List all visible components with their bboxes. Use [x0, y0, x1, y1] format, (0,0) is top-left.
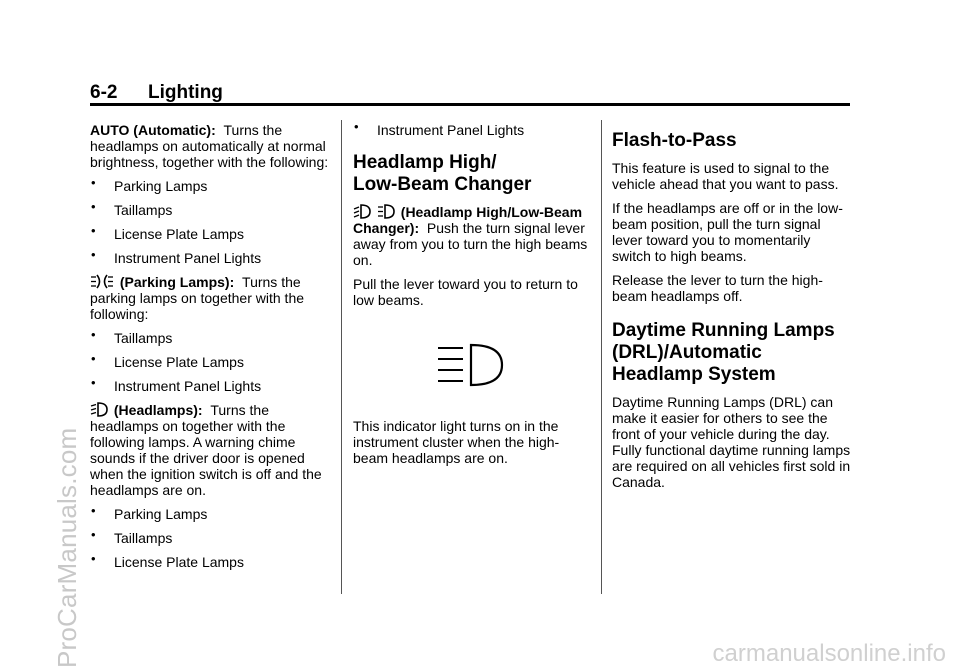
continued-list — [353, 122, 593, 138]
section-heading-flash-to-pass: Flash-to-Pass — [612, 130, 737, 151]
heading-line: Headlamp System — [612, 364, 776, 385]
indicator-paragraph: This indicator light turns on in the instrument cluster when the high-beam headlamps are on. — [353, 418, 560, 466]
parking-list — [90, 330, 330, 394]
column-1 — [90, 122, 330, 578]
section-title: Lighting — [148, 82, 223, 103]
list-item: • License Plate Lamps — [90, 554, 330, 570]
changer-description: Push the turn signal lever away from you to turn the high beams on. — [353, 220, 588, 268]
list-item: • Taillamps — [90, 202, 330, 218]
section-heading-drl — [612, 320, 852, 386]
list-item: • Instrument Panel Lights — [353, 122, 593, 138]
high-beam-icon — [377, 204, 395, 219]
section-number: 6-2 — [90, 82, 118, 103]
list-item: • Instrument Panel Lights — [90, 378, 330, 394]
low-beam-paragraph: Pull the lever toward you to return to low beams. — [353, 276, 578, 308]
list-item: • Instrument Panel Lights — [90, 250, 330, 266]
headlamps-description: Turns the headlamps on together with the following lamps. A warning chime sounds if the driver door is opened when the ignition switch is off and the headlamps are on. — [90, 402, 322, 498]
list-item: • Taillamps — [90, 330, 330, 346]
low-beam-icon — [353, 204, 371, 219]
list-item: • Parking Lamps — [90, 178, 330, 194]
column-divider-2 — [601, 120, 602, 594]
header-rule — [90, 103, 850, 106]
flash-paragraph-3: Release the lever to turn the high-beam headlamps off. — [612, 272, 823, 304]
headlamps-list — [90, 506, 330, 570]
section-heading-headlamp-changer — [353, 152, 593, 196]
changer-term: (Headlamp High/Low-Beam Changer): — [353, 204, 583, 236]
headlamps-paragraph — [90, 402, 330, 498]
side-watermark: ProCarManuals.com — [52, 427, 82, 668]
flash-paragraph-1: This feature is used to signal to the vehicle ahead that you want to pass. — [612, 160, 839, 192]
high-beam-indicator-icon — [435, 342, 505, 388]
changer-paragraph — [353, 204, 593, 268]
heading-line: Headlamp High/ — [353, 152, 497, 173]
auto-description: Turns the headlamps on automatically at normal brightness, together with the following: — [90, 122, 329, 170]
bottom-watermark: carmanualsonline.info — [712, 640, 946, 667]
headlamps-term: (Headlamps): — [113, 402, 203, 418]
heading-line: Low-Beam Changer — [353, 174, 532, 195]
parking-lamp-icon — [90, 274, 114, 289]
flash-paragraph-2: If the headlamps are off or in the low-beam position, pull the turn signal lever toward you to momentarily switch to high beams. — [612, 200, 843, 264]
list-item: • Taillamps — [90, 530, 330, 546]
parking-paragraph — [90, 274, 330, 322]
list-item: • License Plate Lamps — [90, 226, 330, 242]
column-3 — [612, 122, 852, 498]
auto-term: AUTO (Automatic): — [90, 122, 216, 138]
auto-list — [90, 178, 330, 266]
list-item: • License Plate Lamps — [90, 354, 330, 370]
drl-paragraph: Daytime Running Lamps (DRL) can make it easier for others to see the front of your vehicle during the day. Fully functional daytime running lamps are required on all vehicles first sold in Canada. — [612, 394, 851, 490]
headlamp-icon — [90, 402, 108, 417]
column-2 — [353, 122, 593, 474]
parking-term: (Parking Lamps): — [119, 274, 235, 290]
auto-paragraph — [90, 122, 330, 170]
heading-line: Daytime Running Lamps — [612, 320, 835, 341]
column-divider-1 — [341, 120, 342, 594]
heading-line: (DRL)/Automatic — [612, 342, 762, 363]
parking-description: Turns the parking lamps on together with the following: — [90, 274, 305, 322]
list-item: • Parking Lamps — [90, 506, 330, 522]
